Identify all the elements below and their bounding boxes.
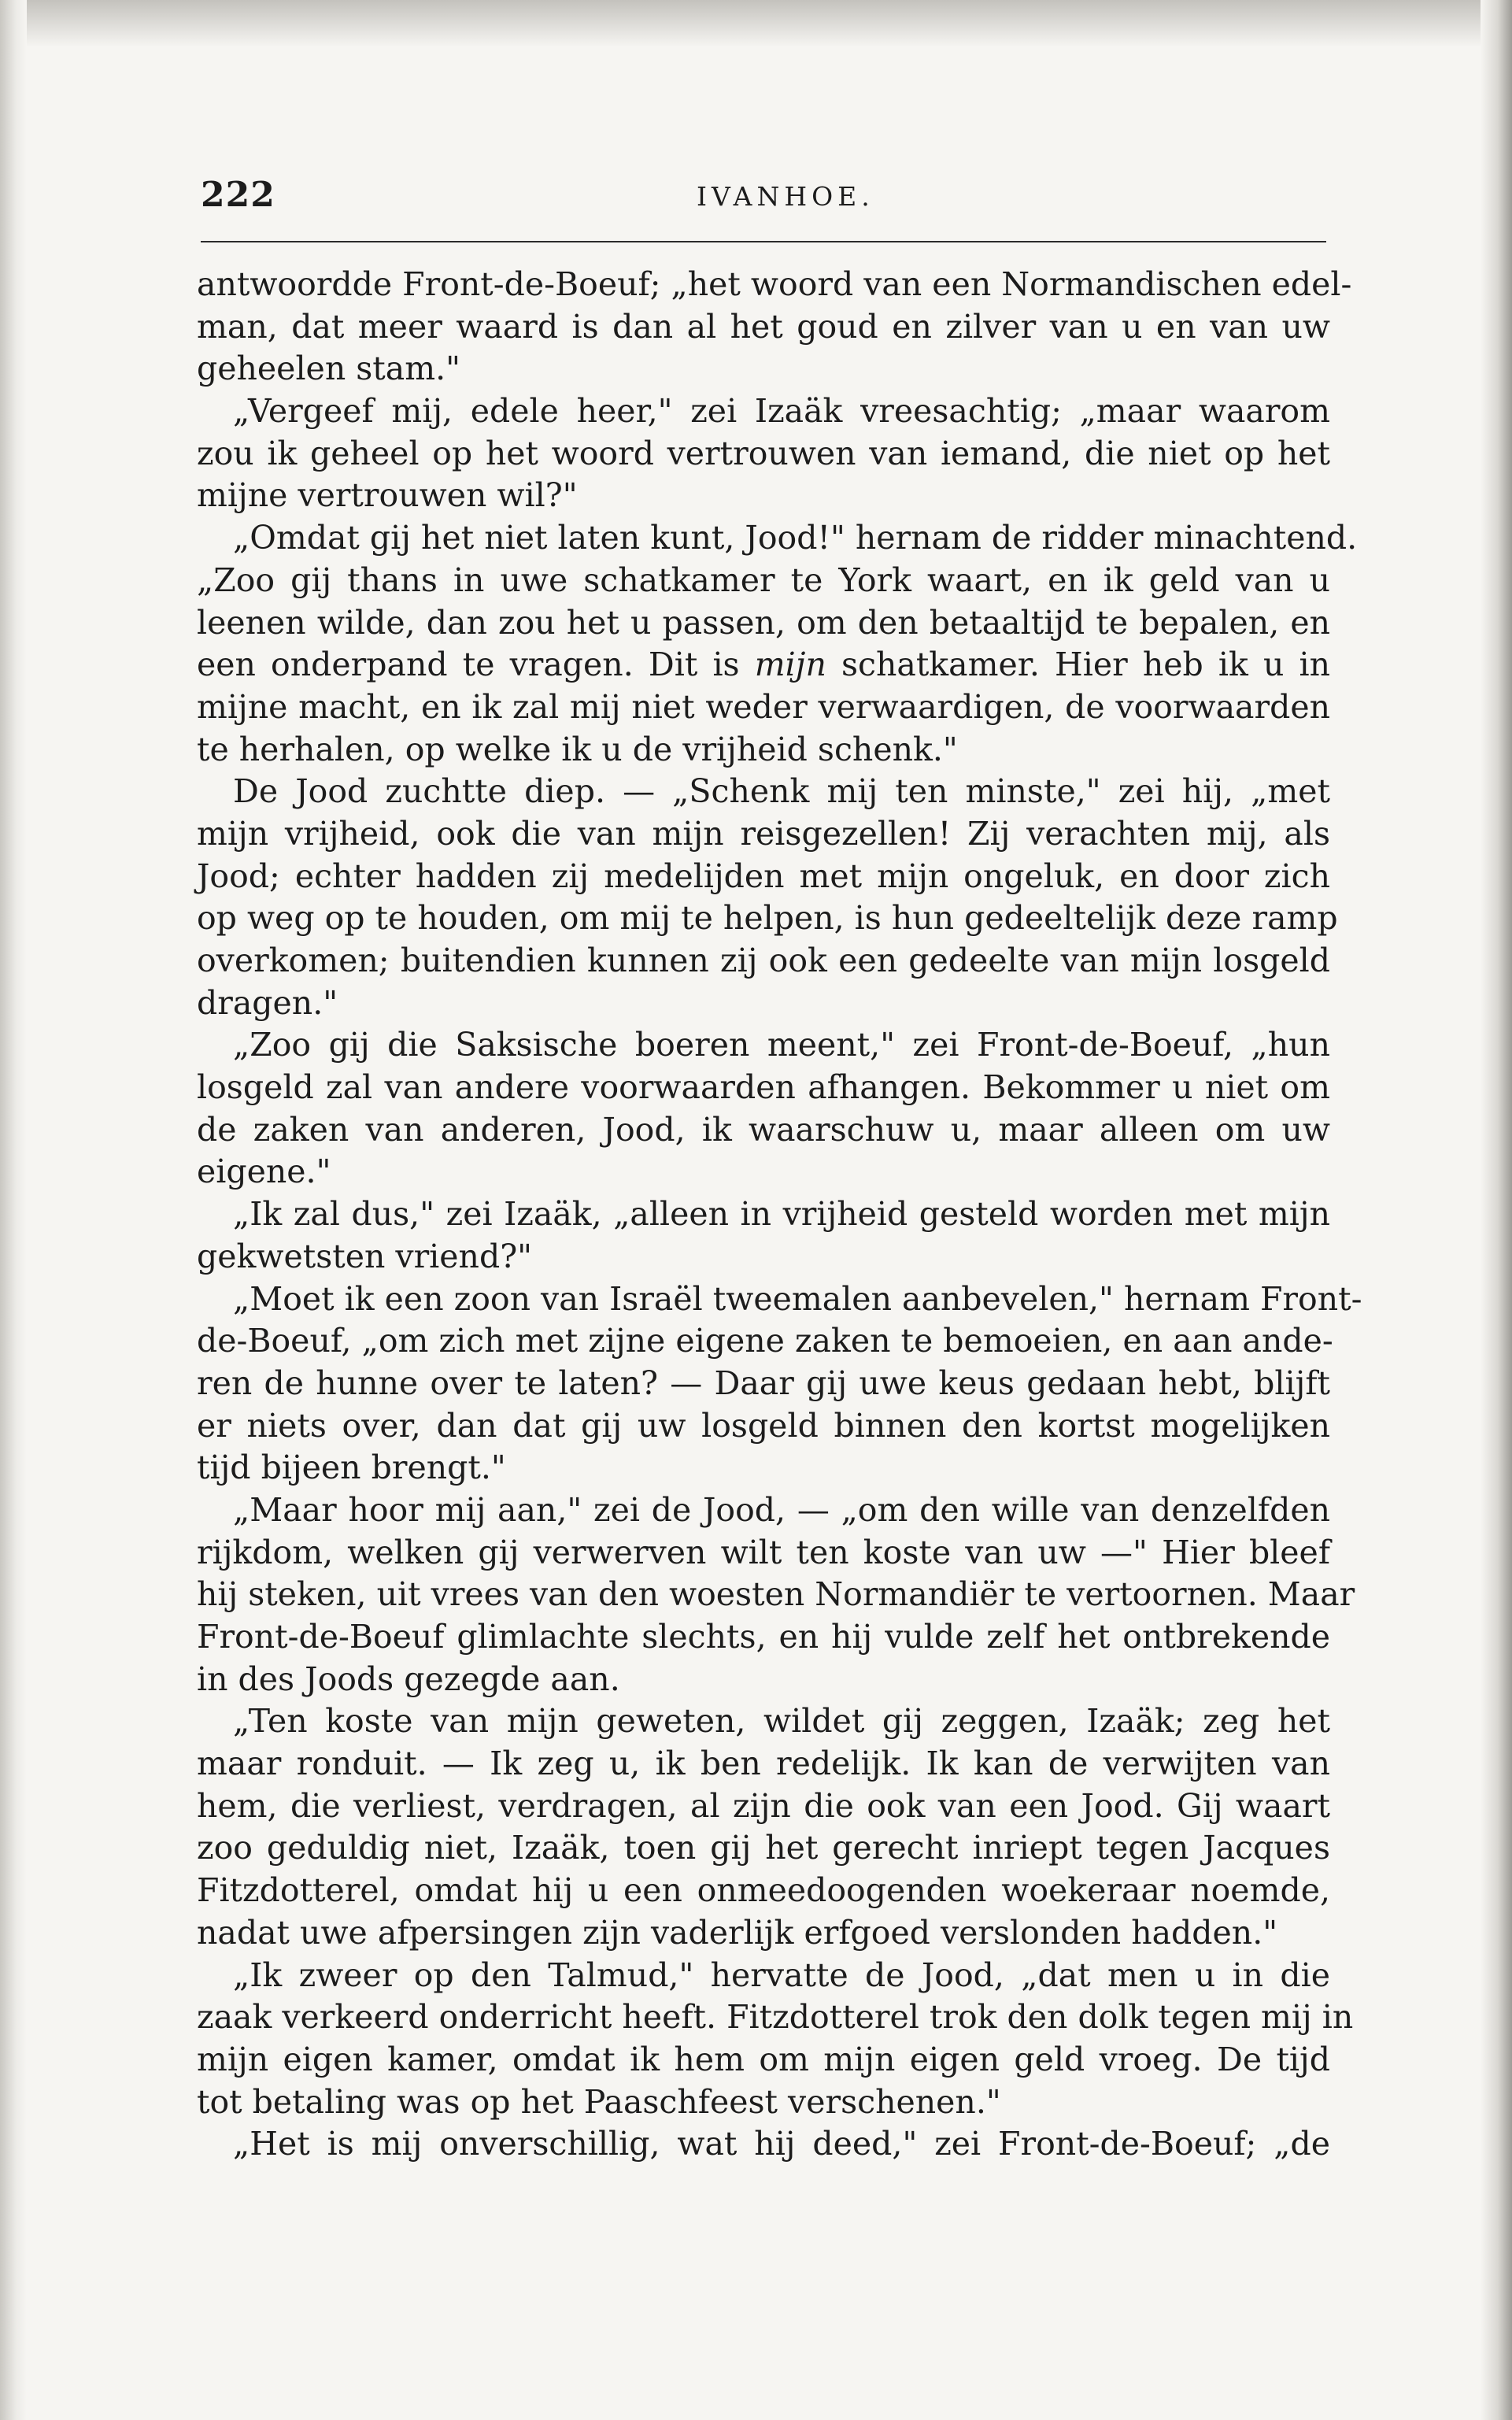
text-line: antwoordde Front-de-Boeuf; „het woord van een Normandischen edel- [197,265,1352,303]
text-line: „Maar hoor mij aan," zei de Jood, — „om den wille van denzelfden [233,1490,1330,1529]
text-line: hem, die verliest, verdragen, al zijn die ook van een Jood. Gij waart [197,1786,1330,1825]
text-line [197,644,1330,686]
text-line: zaak verkeerd onderricht heeft. Fitzdotterel trok den dolk tegen mij in [197,1998,1354,2037]
text-line: De Jood zuchtte diep. — „Schenk mij ten minste," zei hij, „met [233,772,1330,811]
text-line: zou ik geheel op het woord vertrouwen van iemand, die niet op het [197,434,1330,472]
text-line: in des Joods gezegde aan. [197,1660,620,1698]
text-segment: een onderpand te vragen. Dit is [197,646,755,684]
text-line: „Vergeef mij, edele heer," zei Izaäk vreesachtig; „maar waarom [233,392,1330,431]
text-line: de zaken van anderen, Jood, ik waarschuw u, maar alleen om uw [197,1110,1330,1149]
text-line: geheelen stam." [197,350,460,388]
text-line: „Ik zweer op den Talmud," hervatte de Jood, „dat men u in die [233,1956,1330,1994]
text-line: Fitzdotterel, omdat hij u een onmeedoogenden woekeraar noemde, [197,1871,1330,1910]
page-edge-right [1481,0,1512,2420]
text-line: man, dat meer waard is dan al het goud en zilver van u en van uw [197,307,1330,346]
text-line: mijne macht, en ik zal mij niet weder verwaardigen, de voorwaarden [197,687,1330,726]
text-line: tijd bijeen brengt." [197,1449,506,1487]
text-line: eigene." [197,1153,331,1191]
text-line: ren de hunne over te laten? — Daar gij uwe keus gedaan hebt, blijft [197,1364,1330,1402]
text-line: leenen wilde, dan zou het u passen, om den betaaltijd te bepalen, en [197,603,1330,642]
text-line: Jood; echter hadden zij medelijden met mijn ongeluk, en door zich [197,857,1330,895]
text-line: tot betaling was op het Paaschfeest verschenen." [197,2082,1001,2121]
italic-word: mijn [754,646,826,684]
text-line: dragen." [197,983,338,1022]
header-rule [201,241,1326,242]
text-line: hij steken, uit vrees van den woesten Normandiër te vertoornen. Maar [197,1575,1355,1614]
page-number: 222 [201,175,275,215]
text-segment: schatkamer. Hier heb ik u in [826,646,1330,684]
text-line: rijkdom, welken gij verwerven wilt ten koste van uw —" Hier bleef [197,1533,1330,1571]
running-title: IVANHOE. [697,181,874,212]
text-line: „Zoo gij thans in uwe schatkamer te York waart, en ik geld van u [197,561,1330,599]
text-line: overkomen; buitendien kunnen zij ook een gedeelte van mijn losgeld [197,942,1330,979]
text-line: op weg op te houden, om mij te helpen, is hun gedeeltelijk deze ramp [197,899,1338,938]
text-line: „Ten koste van mijn geweten, wildet gij zeggen, Izaäk; zeg het [233,1702,1330,1741]
page-edge-top [0,0,1512,47]
text-line: „Moet ik een zoon van Israël tweemalen aanbevelen," hernam Front- [233,1279,1362,1318]
text-line: er niets over, dan dat gij uw losgeld binnen den kortst mogelijken [197,1406,1330,1445]
page-edge-left [0,0,27,2420]
text-line: „Zoo gij die Saksische boeren meent," zei Front-de-Boeuf, „hun [233,1026,1330,1064]
page-header [201,175,1326,222]
text-line: gekwetsten vriend?" [197,1237,533,1275]
text-line: zoo geduldig niet, Izaäk, toen gij het gerecht inriept tegen Jacques [197,1829,1330,1867]
text-line: „Het is mij onverschillig, wat hij deed," zei Front-de-Boeuf; „de [233,2125,1330,2163]
text-line: „Omdat gij het niet laten kunt, Jood!" hernam de ridder minachtend. [233,519,1358,557]
text-line: de-Boeuf, „om zich met zijne eigene zaken te bemoeien, en aan ande- [197,1322,1333,1360]
text-line: losgeld zal van andere voorwaarden afhangen. Bekommer u niet om [197,1068,1330,1107]
body-text [197,264,1362,2166]
text-line: te herhalen, op welke ik u de vrijheid schenk." [197,730,958,768]
text-line: mijn eigen kamer, omdat ik hem om mijn eigen geld vroeg. De tijd [197,2040,1330,2078]
text-line: maar ronduit. — Ik zeg u, ik ben redelijk. Ik kan de verwijten van [197,1745,1330,1783]
text-line: nadat uwe afpersingen zijn vaderlijk erfgoed verslonden hadden." [197,1913,1278,1952]
text-line: mijne vertrouwen wil?" [197,476,578,515]
text-line: „Ik zal dus," zei Izaäk, „alleen in vrijheid gesteld worden met mijn [233,1195,1330,1234]
text-line: mijn vrijheid, ook die van mijn reisgezellen! Zij verachten mij, als [197,814,1330,853]
text-line: Front-de-Boeuf glimlachte slechts, en hij vulde zelf het ontbrekende [197,1618,1330,1656]
